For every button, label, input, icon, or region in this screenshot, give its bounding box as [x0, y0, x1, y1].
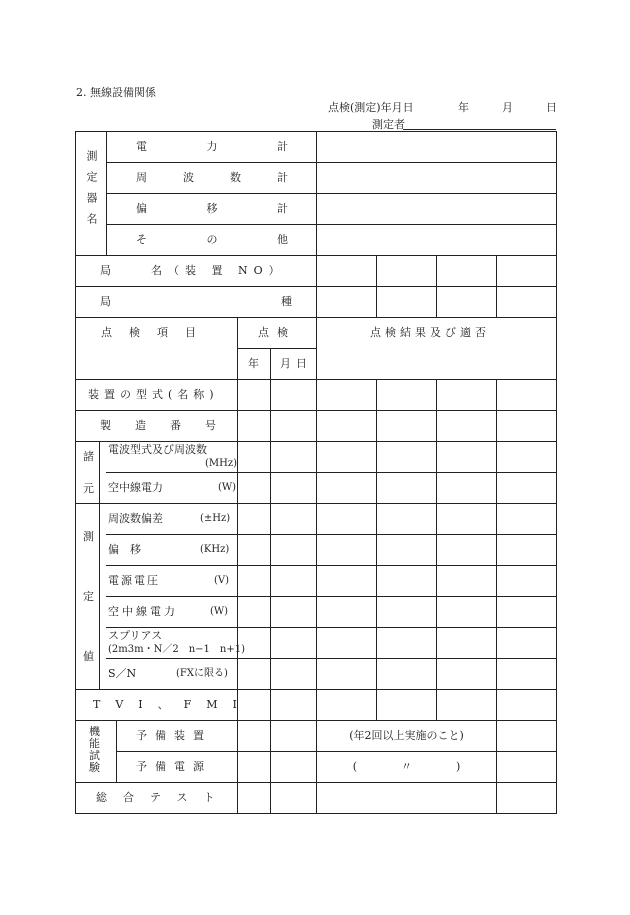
function-backup-device-label: 予備装置 — [136, 729, 212, 742]
function-backup-power-label: 予備電源 — [136, 760, 212, 773]
spec-emission-frequency-label: 電波型式及び周波数 — [108, 443, 207, 456]
serial-number-label: 製造番号 — [100, 419, 240, 432]
overall-test-label: 総合テスト — [96, 791, 231, 804]
measure-antenna-power-unit: (W) — [210, 606, 229, 617]
measure-frequency-deviation-label: 周波数偏差 — [108, 512, 163, 525]
measured-group-label-1: 測 — [83, 530, 94, 543]
spec-antenna-power-label: 空中線電力 — [108, 481, 163, 494]
station-type-label: 局 種 — [100, 295, 292, 308]
measure-deviation-label: 偏 移 — [108, 543, 141, 556]
inspection-date-header: 点検 — [258, 326, 296, 339]
year-column-header: 年 — [248, 357, 259, 370]
date-month-label: 月 — [502, 101, 513, 114]
function-backup-power-note: ( 〃 ) — [352, 760, 461, 773]
function-test-group-label: 機能試験 — [89, 725, 100, 774]
measuring-instruments-group-label: 測定器名 — [85, 150, 98, 234]
measured-group-label-3: 値 — [83, 650, 94, 663]
spec-emission-frequency-unit: (MHz) — [205, 458, 238, 469]
station-name-label: 局 名（装 置 NO） — [100, 264, 286, 277]
measure-frequency-deviation-unit: (±Hz) — [200, 513, 231, 524]
instrument-frequency-meter-label: 周 波 数 計 — [136, 171, 288, 184]
instrument-power-meter-label: 電 力 計 — [136, 140, 288, 153]
measure-supply-voltage-unit: (V) — [214, 575, 230, 586]
measure-antenna-power-label: 空中線電力 — [108, 605, 178, 618]
instrument-other-label: そ の 他 — [136, 233, 288, 246]
month-day-column-header: 月日 — [280, 357, 312, 370]
measure-sn-unit: (FXに限る) — [176, 668, 228, 679]
measure-deviation-unit: (KHz) — [200, 544, 230, 555]
specs-group-label-bottom: 元 — [83, 482, 94, 495]
measure-supply-voltage-label: 電源電圧 — [108, 574, 160, 587]
device-model-label: 装置の型式(名称) — [88, 388, 219, 401]
measure-sn-label: S／N — [108, 667, 137, 680]
function-backup-device-note: (年2回以上実施のこと) — [349, 729, 464, 742]
date-year-label: 年 — [458, 101, 469, 114]
spec-antenna-power-unit: (W) — [218, 482, 237, 493]
tvi-fmi-label: TVI、FMI — [93, 698, 252, 711]
section-title: 2. 無線設備関係 — [76, 86, 156, 99]
measured-group-label-2: 定 — [83, 590, 94, 603]
inspection-date-label: 点検(測定)年月日 — [328, 101, 414, 114]
specs-group-label-top: 諸 — [83, 450, 94, 463]
inspection-result-header: 点検結果及び適否 — [370, 326, 490, 339]
instrument-deviation-meter-label: 偏 移 計 — [136, 202, 288, 215]
inspection-item-header: 点検項目 — [101, 326, 213, 339]
date-day-label: 日 — [546, 101, 557, 114]
measure-spurious-detail: (2m3m・N／2 n−1 n+1) — [108, 644, 245, 655]
inspector-label: 測定者 — [372, 118, 405, 131]
measure-spurious-label: スプリアス — [108, 629, 163, 642]
